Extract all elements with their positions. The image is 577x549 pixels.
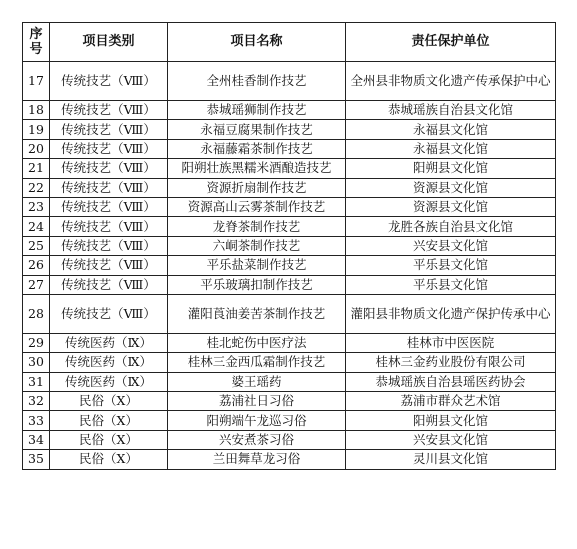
- cell-category: 传统医药（Ⅸ）: [50, 353, 168, 372]
- cell-no: 32: [23, 392, 50, 411]
- cell-unit: 龙胜各族自治县文化馆: [346, 217, 556, 236]
- cell-category: 传统技艺（Ⅷ）: [50, 120, 168, 139]
- table-row: [23, 236, 556, 255]
- cell-unit: 永福县文化馆: [346, 139, 556, 158]
- cell-no: 31: [23, 372, 50, 391]
- table-row: [23, 294, 556, 333]
- cell-no: 26: [23, 256, 50, 275]
- cell-unit: 资源县文化馆: [346, 197, 556, 216]
- table-row: [23, 159, 556, 178]
- header-category: 项目类别: [50, 23, 168, 62]
- table-row: [23, 62, 556, 101]
- cell-no: 17: [23, 62, 50, 101]
- cell-category: 传统医药（Ⅸ）: [50, 333, 168, 352]
- cell-category: 传统技艺（Ⅷ）: [50, 62, 168, 101]
- cell-no: 18: [23, 101, 50, 120]
- cell-name: 平乐玻璃扣制作技艺: [168, 275, 346, 294]
- cell-category: 传统技艺（Ⅷ）: [50, 178, 168, 197]
- cell-no: 29: [23, 333, 50, 352]
- cell-unit: 阳朔县文化馆: [346, 411, 556, 430]
- cell-unit: 平乐县文化馆: [346, 275, 556, 294]
- cell-name: 阳朔端午龙巡习俗: [168, 411, 346, 430]
- cell-category: 传统技艺（Ⅷ）: [50, 139, 168, 158]
- cell-no: 28: [23, 294, 50, 333]
- cell-name: 资源折扇制作技艺: [168, 178, 346, 197]
- table-body: [23, 62, 556, 470]
- table-row: [23, 217, 556, 236]
- cell-name: 全州桂香制作技艺: [168, 62, 346, 101]
- table-row: [23, 430, 556, 449]
- cell-unit: 平乐县文化馆: [346, 256, 556, 275]
- cell-category: 传统技艺（Ⅷ）: [50, 197, 168, 216]
- cell-category: 传统医药（Ⅸ）: [50, 372, 168, 391]
- cell-category: 传统技艺（Ⅷ）: [50, 101, 168, 120]
- cell-name: 恭城瑶狮制作技艺: [168, 101, 346, 120]
- cell-name: 兰田舞草龙习俗: [168, 450, 346, 469]
- header-unit: 责任保护单位: [346, 23, 556, 62]
- cell-category: 传统技艺（Ⅷ）: [50, 159, 168, 178]
- cell-name: 六峒茶制作技艺: [168, 236, 346, 255]
- table-row: [23, 120, 556, 139]
- cell-name: 永福豆腐果制作技艺: [168, 120, 346, 139]
- cell-name: 桂北蛇伤中医疗法: [168, 333, 346, 352]
- header-no: [23, 23, 50, 62]
- cell-category: 民俗（Ⅹ）: [50, 392, 168, 411]
- cell-unit: 永福县文化馆: [346, 120, 556, 139]
- cell-unit: 恭城瑶族自治县文化馆: [346, 101, 556, 120]
- cell-no: 25: [23, 236, 50, 255]
- table-row: [23, 392, 556, 411]
- cell-name: 龙脊茶制作技艺: [168, 217, 346, 236]
- cell-name: 荔浦社日习俗: [168, 392, 346, 411]
- cell-unit: 桂林市中医医院: [346, 333, 556, 352]
- cell-name: 婆王瑶药: [168, 372, 346, 391]
- header-name: 项目名称: [168, 23, 346, 62]
- cell-category: 传统技艺（Ⅷ）: [50, 294, 168, 333]
- cell-no: 35: [23, 450, 50, 469]
- heritage-table: [22, 22, 556, 470]
- cell-category: 传统技艺（Ⅷ）: [50, 275, 168, 294]
- table-row: [23, 101, 556, 120]
- cell-no: 34: [23, 430, 50, 449]
- cell-unit: 荔浦市群众艺术馆: [346, 392, 556, 411]
- cell-category: 传统技艺（Ⅷ）: [50, 236, 168, 255]
- table-row: [23, 256, 556, 275]
- cell-category: 民俗（Ⅹ）: [50, 430, 168, 449]
- table-row: [23, 372, 556, 391]
- cell-no: 27: [23, 275, 50, 294]
- table-row: [23, 197, 556, 216]
- cell-category: 民俗（Ⅹ）: [50, 450, 168, 469]
- table-header-row: [23, 23, 556, 62]
- cell-unit: 全州县非物质文化遗产传承保护中心: [346, 62, 556, 101]
- cell-unit: 兴安县文化馆: [346, 236, 556, 255]
- cell-no: 24: [23, 217, 50, 236]
- cell-name: 桂林三金西瓜霜制作技艺: [168, 353, 346, 372]
- cell-no: 23: [23, 197, 50, 216]
- table-row: [23, 411, 556, 430]
- table-row: [23, 139, 556, 158]
- cell-name: 永福藤霜茶制作技艺: [168, 139, 346, 158]
- cell-no: 30: [23, 353, 50, 372]
- cell-no: 21: [23, 159, 50, 178]
- cell-name: 兴安煮茶习俗: [168, 430, 346, 449]
- header-no-label: 序 号: [29, 27, 43, 57]
- cell-no: 33: [23, 411, 50, 430]
- cell-unit: 恭城瑶族自治县瑶医药协会: [346, 372, 556, 391]
- table-row: [23, 353, 556, 372]
- cell-name: 阳朔壮族黑糯米酒酿造技艺: [168, 159, 346, 178]
- cell-no: 22: [23, 178, 50, 197]
- cell-name: 资源高山云雾茶制作技艺: [168, 197, 346, 216]
- cell-unit: 灌阳县非物质文化遗产保护传承中心: [346, 294, 556, 333]
- cell-unit: 兴安县文化馆: [346, 430, 556, 449]
- cell-category: 民俗（Ⅹ）: [50, 411, 168, 430]
- cell-unit: 灵川县文化馆: [346, 450, 556, 469]
- cell-name: 平乐盐菜制作技艺: [168, 256, 346, 275]
- cell-unit: 桂林三金药业股份有限公司: [346, 353, 556, 372]
- cell-no: 19: [23, 120, 50, 139]
- table-row: [23, 450, 556, 469]
- cell-category: 传统技艺（Ⅷ）: [50, 256, 168, 275]
- table-row: [23, 333, 556, 352]
- table-row: [23, 275, 556, 294]
- cell-name: 灌阳莨油姜苦茶制作技艺: [168, 294, 346, 333]
- table-row: [23, 178, 556, 197]
- cell-no: 20: [23, 139, 50, 158]
- cell-unit: 资源县文化馆: [346, 178, 556, 197]
- cell-unit: 阳朔县文化馆: [346, 159, 556, 178]
- cell-category: 传统技艺（Ⅷ）: [50, 217, 168, 236]
